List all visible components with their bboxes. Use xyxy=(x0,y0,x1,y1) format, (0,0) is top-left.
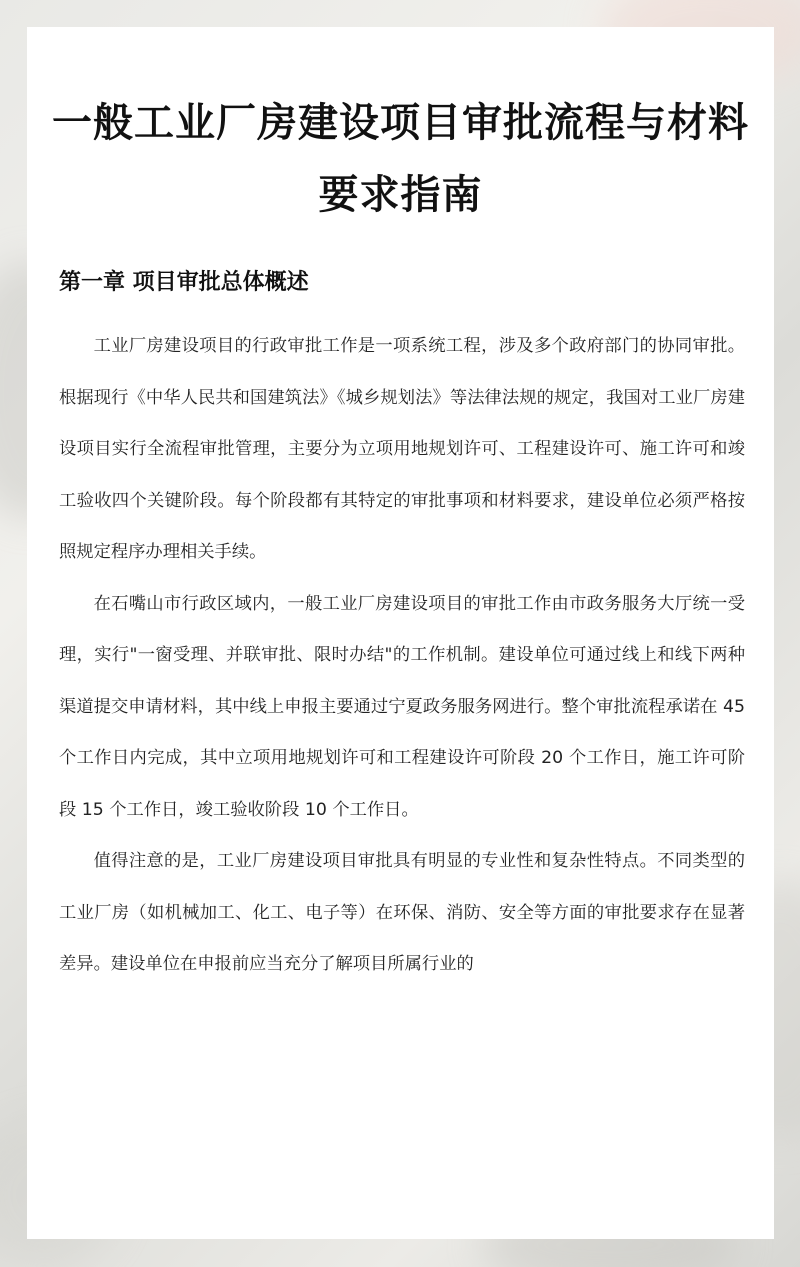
document-body xyxy=(59,321,745,991)
document-title: 一般工业厂房建设项目审批流程与材料要求指南 xyxy=(52,100,749,218)
body-paragraph: 值得注意的是，工业厂房建设项目审批具有明显的专业性和复杂性特点。不同类型的工业厂房（如机械加工、化工、电子等）在环保、消防、安全等方面的审批要求存在显著差异。建设单位在申报前应当充分了解项目所属行业的 xyxy=(59,851,745,974)
body-paragraph: 工业厂房建设项目的行政审批工作是一项系统工程，涉及多个政府部门的协同审批。根据现行《中华人民共和国建筑法》《城乡规划法》等法律法规的规定，我国对工业厂房建设项目实行全流程审批管理，主要分为立项用地规划许可、工程建设许可、施工许可和竣工验收四个关键阶段。每个阶段都有其特定的审批事项和材料要求，建设单位必须严格按照规定程序办理相关手续。 xyxy=(59,336,745,562)
document-page xyxy=(27,27,774,1239)
chapter-heading: 第一章 项目审批总体概述 xyxy=(59,270,309,295)
body-paragraph: 在石嘴山市行政区域内，一般工业厂房建设项目的审批工作由市政务服务大厅统一受理，实行"一窗受理、并联审批、限时办结"的工作机制。建设单位可通过线上和线下两种渠道提交申请材料，其中线上申报主要通过宁夏政务服务网进行。整个审批流程承诺在 45 个工作日内完成，其中立项用地规划许可和工程建设许可阶段 20 个工作日，施工许可阶段 15 个工作日，竣工验收阶段 10 个工作日。 xyxy=(59,593,745,820)
